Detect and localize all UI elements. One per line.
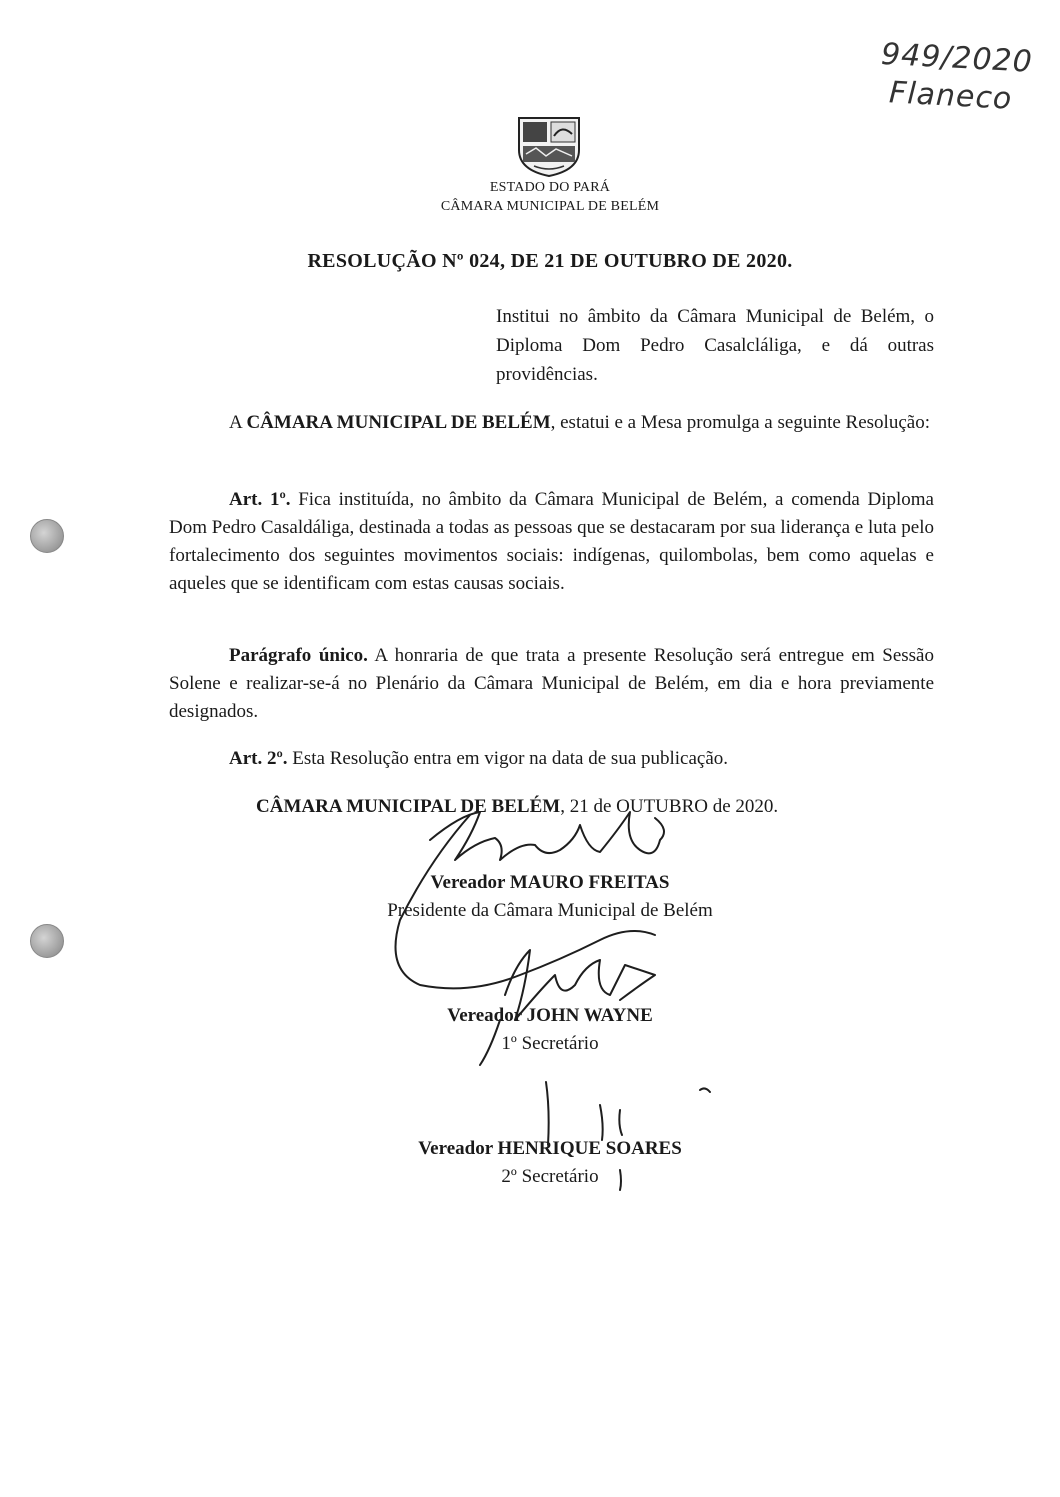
dateline [256,793,778,821]
header-chamber: CÂMARA MUNICIPAL DE BELÉM [440,199,660,214]
article-2-label: Art. 2º. [229,748,288,769]
resolution-ementa: Institui no âmbito da Câmara Municipal de Belém, o Diploma Dom Pedro Casalcláliga, e dá outras providências. [496,306,934,385]
article-1-text: Fica instituída, no âmbito da Câmara Municipal de Belém, a comenda Diploma Dom Pedro Casaldáliga, destinada a todas as pessoas que se destacaram por sua liderança e luta pelo fortalecimento dos seguintes movimentos sociais: indígenas, quilombolas, bem como aquelas e aqueles que se identificam com estas causas sociais. [169,489,934,594]
handwritten-initials: Flaneco [888,75,1014,117]
signatory-1-name: Vereador MAURO FREITAS [430,872,670,893]
article-2-text: Esta Resolução entra em vigor na data de sua publicação. [287,748,729,769]
header-state: ESTADO DO PARÁ [489,180,611,195]
dateline-date: , 21 de OUTUBRO de 2020. [560,796,779,817]
handwritten-protocol-note [878,36,1042,120]
signatory-3 [350,1135,750,1191]
sole-paragraph-text: A honraria de que trata a presente Resolução será entregue em Sessão Solene e realizar-se-á no Plenário da Câmara Municipal de Belém, em dia e hora previamente designados. [169,645,934,722]
signatory-2 [350,1002,750,1058]
dateline-chamber-name: CÂMARA MUNICIPAL DE BELÉM [256,796,561,817]
sole-paragraph-label: Parágrafo único. [229,645,368,666]
article-2-paragraph [169,745,934,773]
signatory-1-role: Presidente da Câmara Municipal de Belém [387,900,713,921]
sole-paragraph [169,642,934,726]
signatory-3-role: 2º Secretário [501,1166,599,1187]
article-1-paragraph [169,486,934,598]
signatory-2-role: 1º Secretário [501,1033,599,1054]
preamble-chamber-name: CÂMARA MUNICIPAL DE BELÉM [246,412,551,433]
resolution-title: RESOLUÇÃO Nº 024, DE 21 DE OUTUBRO DE 2020. [307,250,793,272]
handwritten-protocol-number: 949/2020 [880,36,1034,80]
signatory-2-name: Vereador JOHN WAYNE [447,1005,653,1026]
article-1-label: Art. 1º. [229,489,291,510]
preamble-text: , estatui e a Mesa promulga a seguinte Resolução: [550,412,930,433]
preamble-paragraph [169,409,934,437]
preamble-prefix: A [229,412,247,433]
hole-punch-top [30,519,64,553]
signatory-3-name: Vereador HENRIQUE SOARES [418,1138,682,1159]
signatory-1 [300,869,800,925]
hole-punch-bottom [30,924,64,958]
coat-of-arms-icon [516,116,582,178]
